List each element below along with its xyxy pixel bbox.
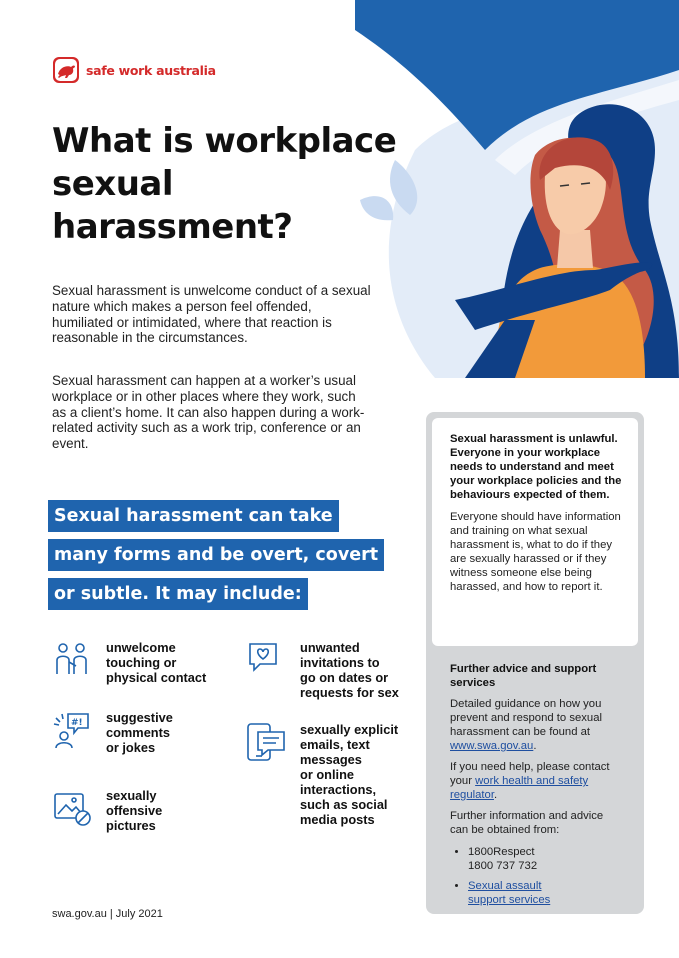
form-item-invitations — [246, 640, 399, 700]
further-info-text: Further information and advice can be obtained from: — [450, 810, 604, 836]
form-item-text: suggestive comments or jokes — [106, 710, 173, 755]
logo-text: safe work australia — [86, 62, 216, 78]
help-text: If you need help, please contact your — [450, 761, 610, 787]
resource-name: 1800Respect — [468, 846, 535, 858]
form-item-text: unwelcome touching or physical contact — [106, 640, 207, 685]
resource-link-line-1: Sexual assault — [468, 880, 542, 892]
form-item-pictures — [52, 788, 162, 833]
help-paragraph: If you need help, please contact your work health and safety regulator. — [450, 761, 610, 801]
speech-symbols-icon — [52, 710, 92, 750]
forms-heading-line-1: Sexual harassment can take — [48, 500, 339, 532]
form-item-text: sexually offensive pictures — [106, 788, 163, 833]
guidance-text: Detailed guidance on how you prevent and respond to sexual harassment can be found at — [450, 698, 602, 738]
advice-heading: Further advice and support services — [450, 663, 597, 689]
heart-message-icon — [246, 640, 286, 680]
forms-heading-line-3: or subtle. It may include: — [48, 578, 308, 610]
form-item-touching — [52, 640, 206, 685]
form-item-text: unwanted invitations to go on dates or requests for sex — [300, 640, 399, 700]
regulator-link[interactable]: work health and safety regulator — [450, 775, 589, 801]
resource-phone: 1800 737 732 — [468, 860, 538, 872]
resource-item-sexual-assault — [468, 879, 624, 907]
info-box-lead: Sexual harassment is unlawful. Everyone in your workplace needs to understand and meet your workplace policies and the behaviours expected of them. — [450, 433, 622, 501]
phone-message-icon — [246, 722, 286, 762]
info-box-content — [450, 432, 622, 594]
forms-heading-line-2: many forms and be overt, covert — [48, 539, 384, 571]
resources-list — [450, 845, 624, 907]
info-box-body: Everyone should have information and training on what sexual harassment is, what to do if they are sexually harassed or if they witness someone else being harassed, and how to report it. — [450, 511, 621, 593]
kangaroo-logo-icon — [52, 56, 80, 84]
form-item-text: sexually explicit emails, text messages or online interactions, such as social media posts — [300, 722, 399, 827]
form-item-comments — [52, 710, 173, 755]
logo — [52, 56, 216, 84]
swa-website-link[interactable]: www.swa.gov.au — [450, 740, 534, 752]
page-title: What is workplace sexual harassment? — [52, 121, 397, 247]
sexual-assault-support-link[interactable] — [468, 880, 550, 906]
offensive-picture-icon — [52, 788, 92, 828]
intro-paragraph-2: Sexual harassment can happen at a worker’s usual workplace or in other places where they work, such as a client’s home. It can also happen during a work-related activity such as a work trip, conference or an event. — [52, 373, 365, 452]
svg-text:#!: #! — [71, 718, 83, 728]
guidance-paragraph: Detailed guidance on how you prevent and respond to sexual harassment can be found at www.swa.gov.au. — [450, 698, 602, 752]
touching-people-icon — [52, 640, 92, 680]
resource-item-1800respect — [468, 845, 624, 873]
form-item-online — [246, 722, 398, 827]
intro-paragraph-1: Sexual harassment is unwelcome conduct of a sexual nature which makes a person feel offended, humiliated or intimidated, where that reaction is reasonable in the circumstances. — [52, 283, 371, 346]
forms-heading — [48, 500, 418, 617]
footer-text: swa.gov.au | July 2021 — [52, 908, 163, 920]
advice-section — [450, 662, 624, 913]
resource-link-line-2: support services — [468, 894, 551, 906]
